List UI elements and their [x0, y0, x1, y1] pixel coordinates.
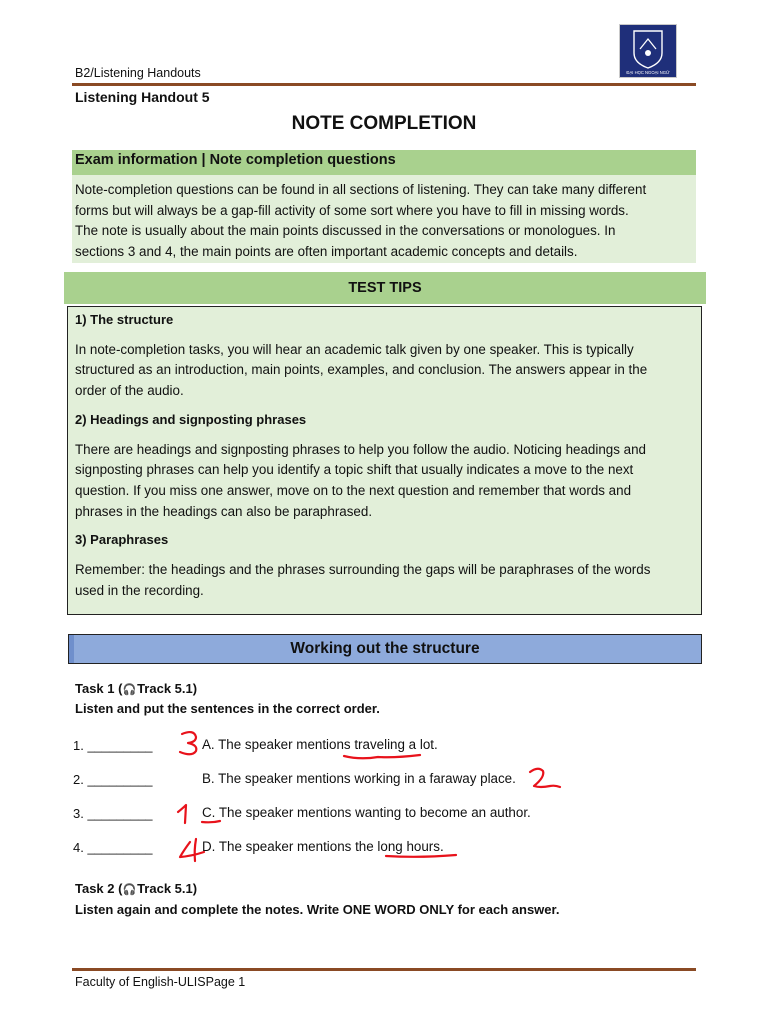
answer-blank: 4. _________	[73, 840, 153, 855]
underline-long-hours	[386, 855, 456, 857]
handwritten-2	[530, 769, 560, 787]
handwritten-4	[180, 839, 204, 861]
task1-label: Task 1 (	[75, 681, 123, 696]
answer-blank: 2. _________	[73, 772, 153, 787]
tip-line: In note-completion tasks, you will hear an academic talk given by one speaker. This is typically	[75, 341, 634, 357]
statement-b: B. The speaker mentions working in a faraway place.	[202, 771, 516, 786]
task1-track: Track 5.1)	[137, 681, 198, 696]
tip-line: phrases in the headings can also be paraphrased.	[75, 503, 373, 519]
tip-line: structured as an introduction, main points, examples, and conclusion. The answers appear in the	[75, 362, 648, 378]
underline-c	[202, 821, 220, 822]
exam-info-heading: Exam information | Note completion questions	[72, 150, 696, 175]
answer-blank: 3. _________	[73, 806, 153, 821]
test-tips-heading: TEST TIPS	[64, 272, 706, 304]
handwritten-3	[180, 732, 196, 754]
header-course: B2/Listening Handouts	[75, 66, 201, 80]
headphones-icon: 🎧	[122, 684, 137, 696]
headphones-icon: 🎧	[122, 884, 137, 896]
handwritten-1	[178, 805, 186, 823]
statement-c: C. The speaker mentions wanting to become an author.	[202, 805, 531, 820]
logo-text: ĐẠI HỌC NGOẠI NGỮ	[626, 70, 670, 75]
underline-traveling	[344, 755, 420, 758]
statement-a: A. The speaker mentions traveling a lot.	[202, 737, 438, 752]
task2-instruction: Listen again and complete the notes. Write ONE WORD ONLY for each answer.	[75, 902, 560, 917]
task2-track: Track 5.1)	[137, 881, 198, 896]
answer-blank: 1. _________	[73, 738, 153, 753]
tip-line: There are headings and signposting phrases to help you follow the audio. Noticing headings and	[75, 441, 646, 457]
tip-title: 3) Paraphrases	[75, 532, 169, 548]
tip-line: used in the recording.	[75, 582, 204, 598]
task2-label: Task 2 (	[75, 881, 123, 896]
task2-title	[75, 881, 197, 896]
exam-info-line: sections 3 and 4, the main points are often important academic concepts and details.	[75, 244, 578, 260]
footer-rule	[72, 968, 696, 971]
tip-title: 2) Headings and signposting phrases	[75, 411, 307, 427]
tip-title: 1) The structure	[75, 312, 174, 327]
footer-text: Faculty of English-ULISPage 1	[75, 975, 246, 989]
tip-line: order of the audio.	[75, 383, 184, 399]
handout-title: Listening Handout 5	[75, 89, 210, 105]
exam-info-line: The note is usually about the main points discussed in the conversations or monologues. In	[75, 223, 616, 239]
exam-info-line: forms but will always be a gap-fill activity of some sort where you have to fill in missing words.	[75, 202, 629, 218]
exam-info-line: Note-completion questions can be found in all sections of listening. They can take many different	[75, 182, 647, 197]
tip-line: Remember: the headings and the phrases surrounding the gaps will be paraphrases of the words	[75, 562, 651, 578]
page-title: NOTE COMPLETION	[291, 113, 477, 134]
tip-line: question. If you miss one answer, move on to the next question and remember that words and	[75, 482, 632, 498]
tip-line: signposting phrases can help you identify a topic shift that usually indicates a move to the next	[75, 462, 634, 478]
statement-d: D. The speaker mentions the long hours.	[202, 839, 444, 854]
section-heading: Working out the structure	[68, 634, 702, 664]
task1-instruction: Listen and put the sentences in the correct order.	[75, 701, 380, 716]
